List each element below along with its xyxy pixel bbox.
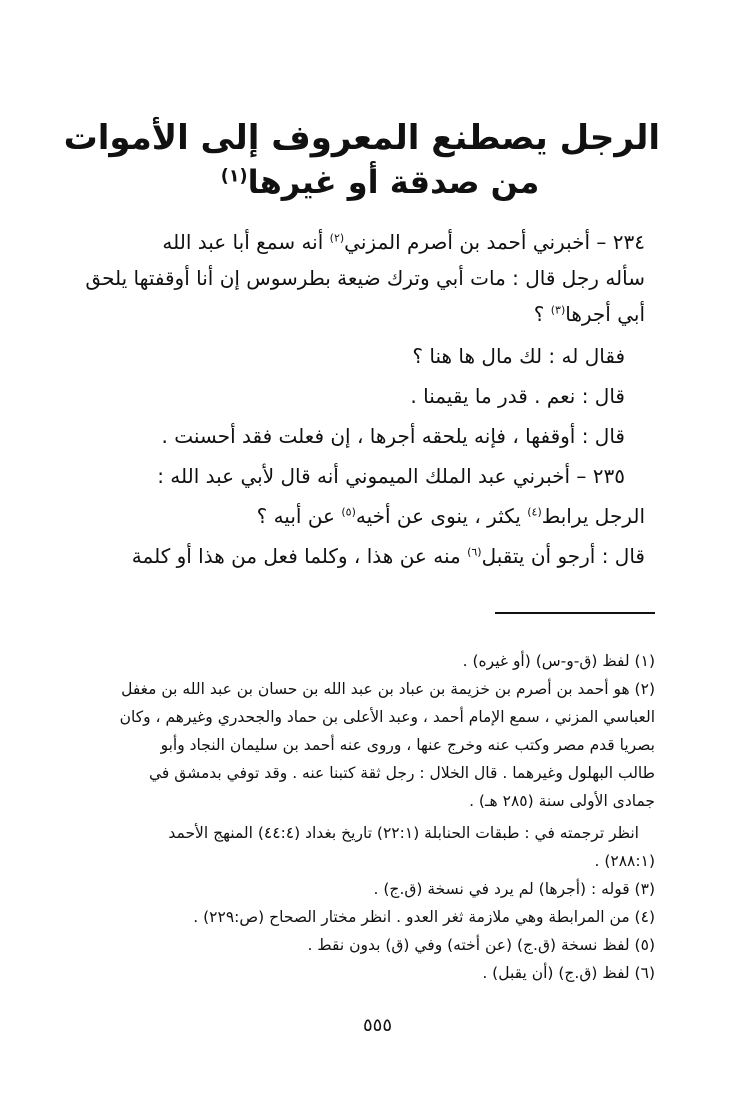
footnote-line: (٥) لفظ نسخة (ق.ج) (عن أخته) وفي (ق) بدون نقط . — [307, 936, 655, 954]
footnote-line: بصريا قدم مصر وكتب عنه وخرج عنها ، وروى عنه أحمد بن سليمان النجاد وأبو — [160, 736, 655, 754]
footnote-line: (٦) لفظ (ق.ج) (أن يقبل) . — [482, 964, 655, 982]
footnote-ref: (٣) — [550, 303, 566, 317]
footnote-line: جمادى الأولى سنة (٢٨٥ هـ) . — [469, 792, 655, 810]
chapter-title-text: من صدقة أو غيرها — [247, 163, 540, 201]
footnote-line: (٢) هو أحمد بن أصرم بن خزيمة بن عباد بن عبد الله بن حسان بن عبد الله بن مغفل — [121, 680, 655, 698]
paragraph-line — [65, 420, 625, 452]
paragraph-line — [65, 460, 625, 492]
footnote-ref: (١) — [220, 166, 248, 187]
chapter-title-line-1: الرجل يصطنع المعروف إلى الأموات — [63, 118, 660, 158]
line-text: ؟ — [533, 302, 551, 326]
footnote-ref: (٢) — [329, 231, 345, 245]
chapter-title-line-2 — [100, 160, 660, 204]
line-text: ٢٣٥ – أخبرني عبد الملك الميموني أنه قال لأبي عبد الله : — [157, 464, 625, 488]
line-text: قال : أرجو أن يتقبل — [481, 544, 645, 568]
footnote-ref: (٦) — [467, 545, 482, 559]
footnote-line: (٣) قوله : (أجرها) لم يرد في نسخة (ق.ج) . — [373, 880, 655, 898]
footnote-line: العباسي المزني ، سمع الإمام أحمد ، وعبد الأعلى بن حماد والجحدري وغيرهم ، وكان — [119, 708, 655, 726]
paragraph-line — [85, 500, 645, 532]
line-text: سأله رجل قال : مات أبي وترك ضيعة بطرسوس إن أنا أوقفتها يلحق — [85, 266, 645, 290]
line-text: عن أبيه ؟ — [256, 504, 342, 528]
line-text: يكثر ، ينوى عن أخيه — [355, 504, 528, 528]
line-text: قال : أوقفها ، فإنه يلحقه أجرها ، إن فعلت فقد أحسنت . — [161, 424, 625, 448]
footnote-line: طالب البهلول وغيرهما . قال الخلال : رجل ثقة كتبنا عنه . وقد توفي بدمشق في — [148, 764, 655, 782]
line-text: أبي أجرها — [565, 302, 645, 326]
footnote-line: انظر ترجمته في : طبقات الحنابلة (٢٢:١) تاريخ بغداد (٤٤:٤) المنهج الأحمد — [168, 824, 639, 842]
line-text: ٢٣٤ – أخبرني أحمد بن أصرم المزني — [344, 230, 645, 254]
footnote-line: (١) لفظ (ق-و-س) (أو غيره) . — [462, 652, 655, 670]
paragraph-line — [85, 262, 645, 294]
line-text: قال : نعم . قدر ما يقيمنا . — [410, 384, 625, 408]
line-text: أنه سمع أبا عبد الله — [162, 230, 330, 254]
paragraph-line — [65, 380, 625, 412]
footnote-divider — [495, 612, 655, 614]
line-text: منه عن هذا ، وكلما فعل من هذا أو كلمة — [131, 544, 468, 568]
footnote-line: (٤) من المرابطة وهي ملازمة ثغر العدو . انظر مختار الصحاح (ص:٢٢٩) . — [193, 908, 655, 926]
paragraph-line — [65, 340, 625, 372]
page-number: ٥٥٥ — [362, 1015, 392, 1036]
paragraph-line — [85, 540, 645, 572]
paragraph-line — [85, 226, 645, 258]
footnote-line: (٢٨٨:١) . — [594, 852, 655, 870]
line-text: فقال له : لك مال ها هنا ؟ — [412, 344, 625, 368]
footnote-ref: (٤) — [527, 505, 542, 519]
paragraph-line — [85, 298, 645, 330]
footnote-ref: (٥) — [341, 505, 356, 519]
line-text: الرجل يرابط — [541, 504, 645, 528]
